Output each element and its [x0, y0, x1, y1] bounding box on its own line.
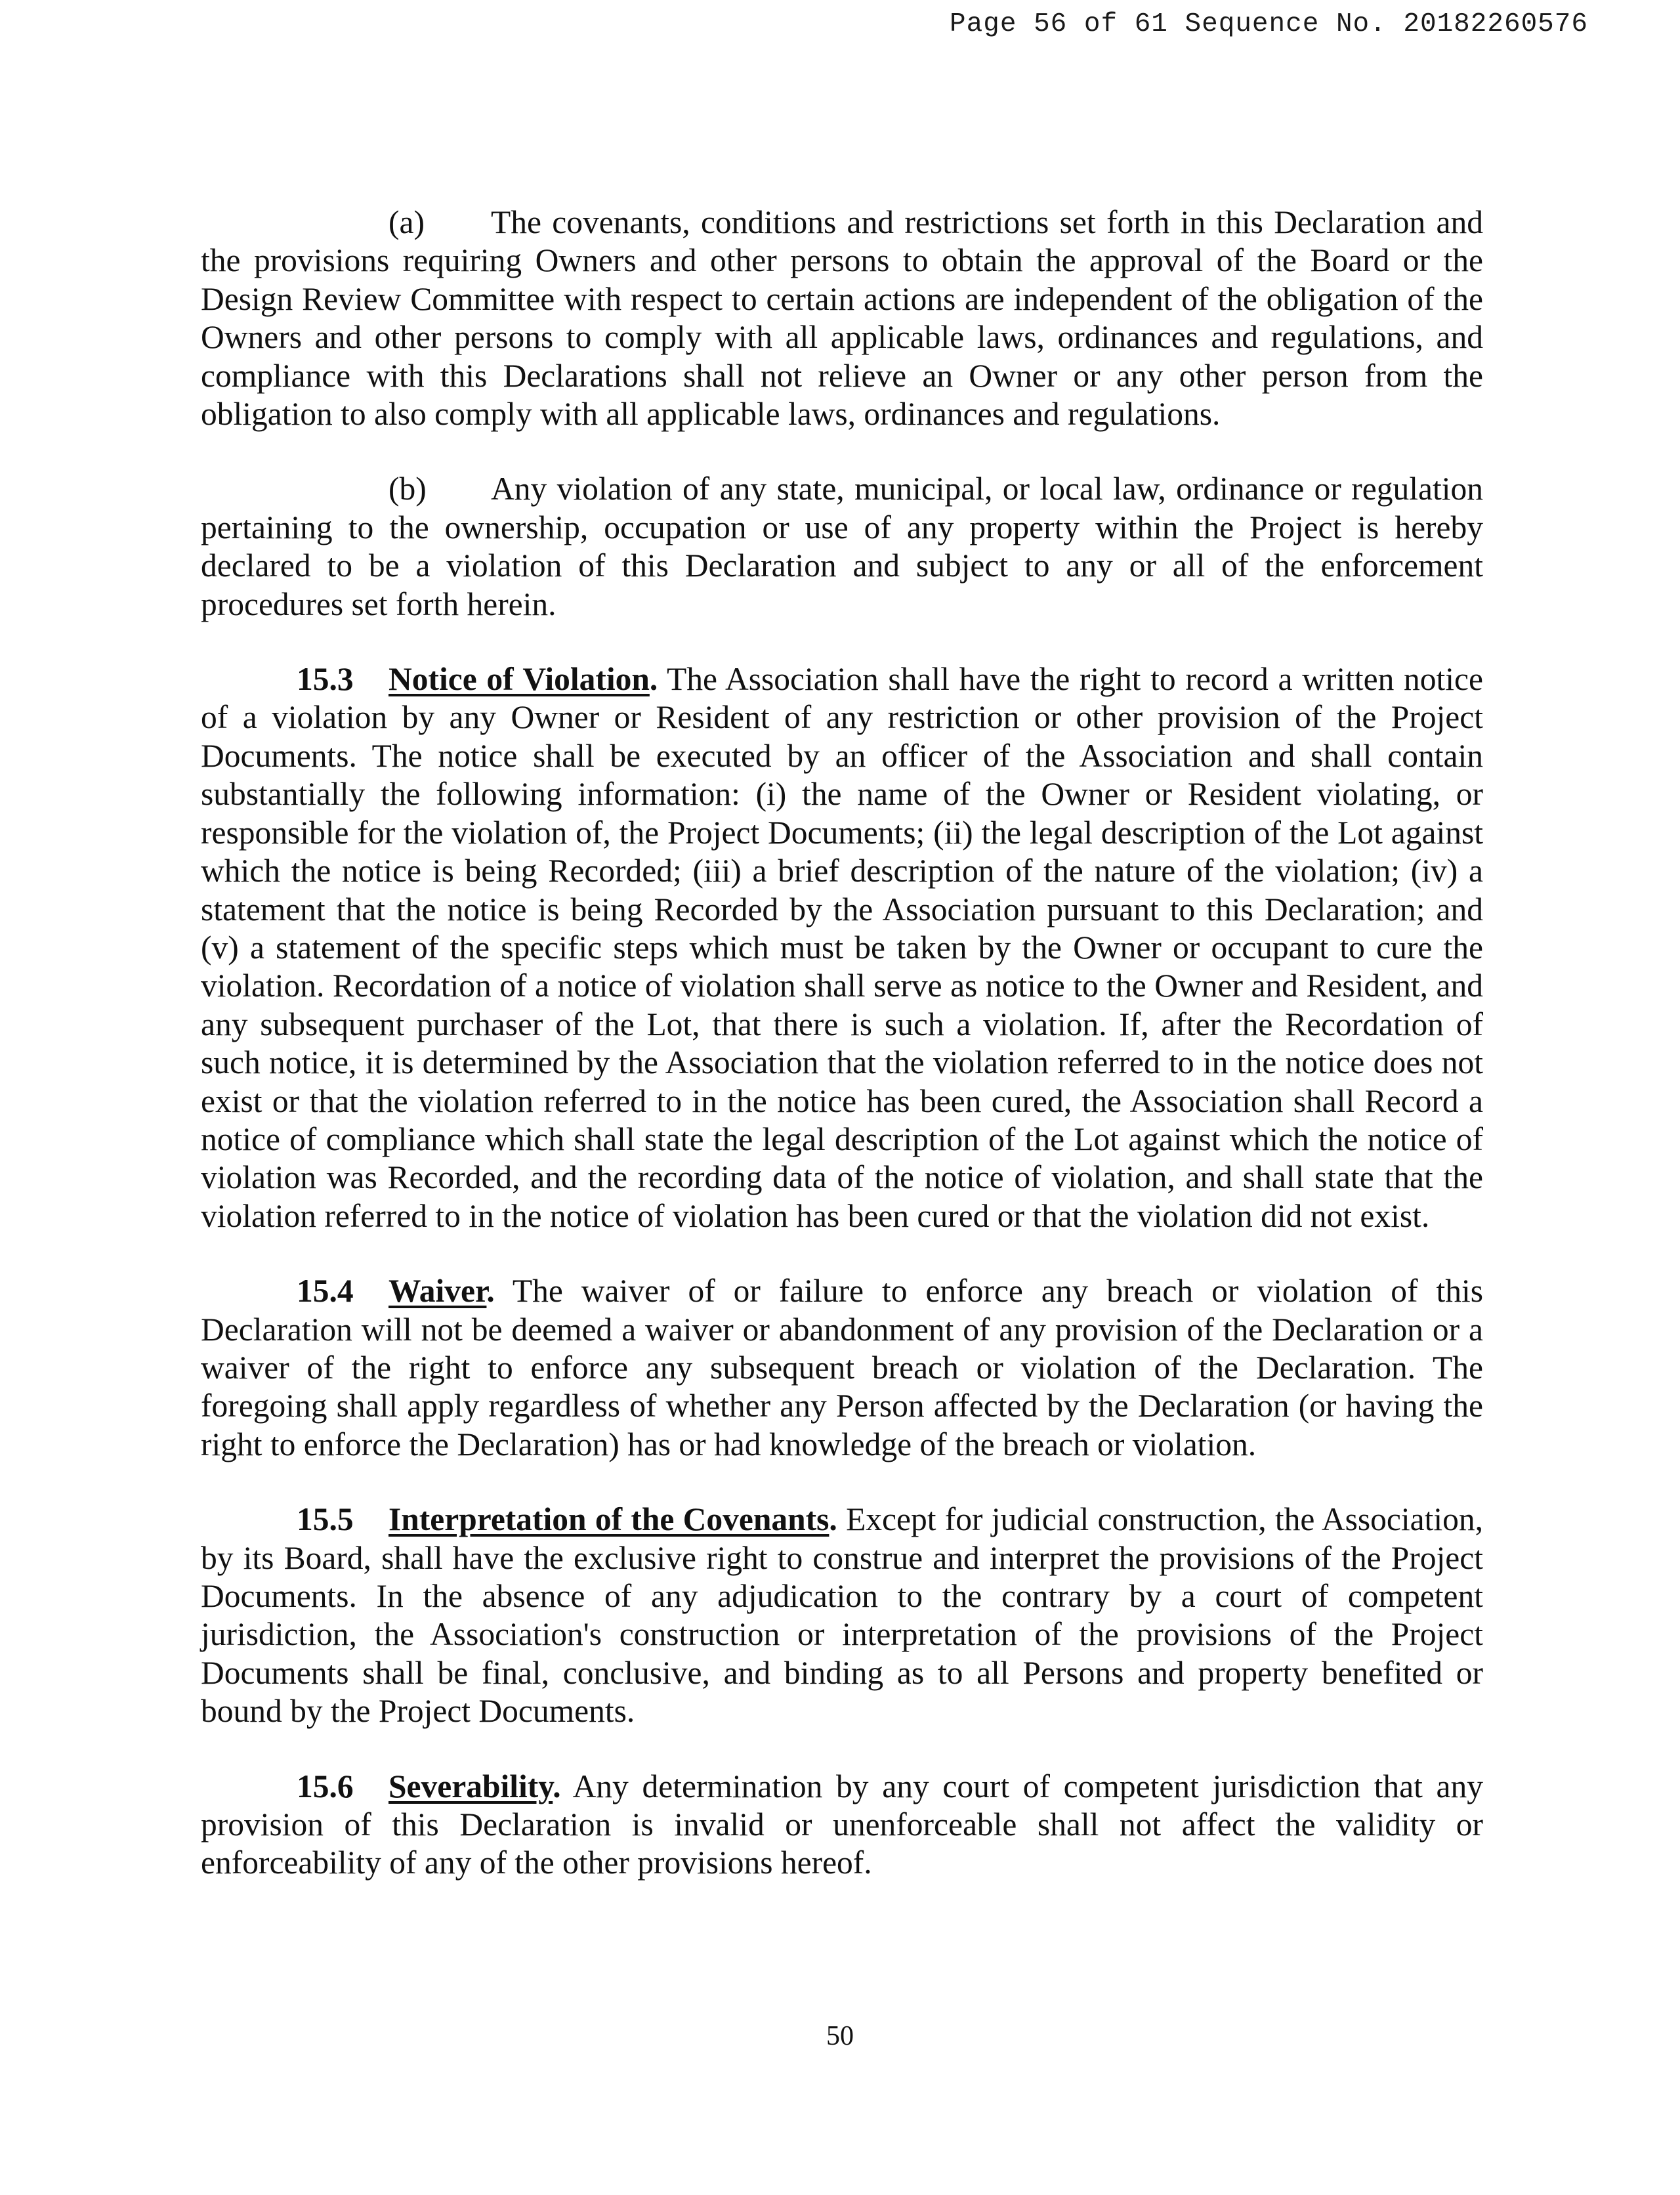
paragraph-text: Any violation of any state, municipal, or local law, ordinance or regulation pertaining to the ownership, occupation or use of any property within the Project is hereby declared to be a violation of this Declaration and subject to any or all of the enforcement procedures set forth herein.	[201, 471, 1483, 622]
section-title: Notice of Violation	[388, 661, 650, 698]
section-text: Any determination by any court of competent jurisdiction that any provision of this Declaration is invalid or unenforceable shall not affect the validity or enforceability of any of the other provisions hereof.	[201, 1768, 1483, 1881]
section-title-period: .	[649, 661, 658, 698]
section-15-4	[201, 1272, 1483, 1464]
section-text: Except for judicial construction, the Association, by its Board, shall have the exclusive right to construe and interpret the provisions of the Project Documents. In the absence of any adjudication to the contrary by a court of competent jurisdiction, the Association's construction or interpretation of the provisions of the Project Documents shall be final, conclusive, and binding as to all Persons and property benefited or bound by the Project Documents.	[201, 1501, 1483, 1730]
section-title-period: .	[486, 1273, 495, 1310]
paragraph-label: (a)	[388, 204, 425, 240]
section-text: The waiver of or failure to enforce any breach or violation of this Declaration will not be deemed a waiver or abandonment of any provision of the Declaration or a waiver of the right to enforce any subsequent breach or violation of the Declaration. The foregoing shall apply regardless of whether any Person affected by the Declaration (or having the right to enforce the Declaration) has or had knowledge of the breach or violation.	[201, 1273, 1483, 1462]
section-text: The Association shall have the right to record a written notice of a violation by any Owner or Resident of any restriction or other provision of the Project Documents. The notice shall be executed by an officer of the Association and shall contain substantially the following information: (i) the name of the Owner or Resident violating, or responsible for the violation of, the Project Documents; (ii) the legal description of the Lot against which the notice is being Recorded; (iii) a brief description of the nature of the violation; (iv) a statement that the notice is being Recorded by the Association pursuant to this Declaration; and (v) a statement of the specific steps which must be taken by the Owner or occupant to cure the violation. Recordation of a notice of violation shall serve as notice to the Owner and Resident, and any subsequent purchaser of the Lot, that there is such a violation. If, after the Recordation of such notice, it is determined by the Association that the violation referred to in the notice does not exist or that the violation referred to in the notice has been cured, the Association shall Record a notice of compliance which shall state the legal description of the Lot against which the notice of violation was Recorded, and the recording data of the notice of violation, and shall state that the violation referred to in the notice of violation has been cured or that the violation did not exist.	[201, 661, 1483, 1234]
paragraph-b	[201, 470, 1483, 624]
section-title: Interpretation of the Covenants	[388, 1501, 830, 1538]
section-title-period: .	[829, 1501, 837, 1538]
section-15-6	[201, 1768, 1483, 1883]
section-title-period: .	[553, 1768, 561, 1804]
page-sequence-stamp: Page 56 of 61 Sequence No. 20182260576	[950, 9, 1588, 39]
section-title: Severability	[388, 1768, 553, 1804]
paragraph-a	[201, 203, 1483, 433]
section-title: Waiver	[388, 1273, 487, 1310]
section-number: 15.5	[297, 1501, 354, 1538]
section-number: 15.4	[297, 1273, 354, 1310]
paragraph-text: The covenants, conditions and restrictions set forth in this Declaration and the provisions requiring Owners and other persons to obtain the approval of the Board or the Design Review Committee with respect to certain actions are independent of the obligation of the Owners and other persons to comply with all applicable laws, ordinances and regulations, and compliance with this Declarations shall not relieve an Owner or any other person from the obligation to also comply with all applicable laws, ordinances and regulations.	[201, 204, 1483, 433]
section-15-5	[201, 1501, 1483, 1730]
section-number: 15.6	[297, 1768, 354, 1804]
section-15-3	[201, 660, 1483, 1235]
page-number: 50	[826, 2021, 854, 2051]
paragraph-label: (b)	[388, 471, 427, 507]
section-number: 15.3	[297, 661, 354, 698]
document-body	[201, 203, 1483, 1919]
